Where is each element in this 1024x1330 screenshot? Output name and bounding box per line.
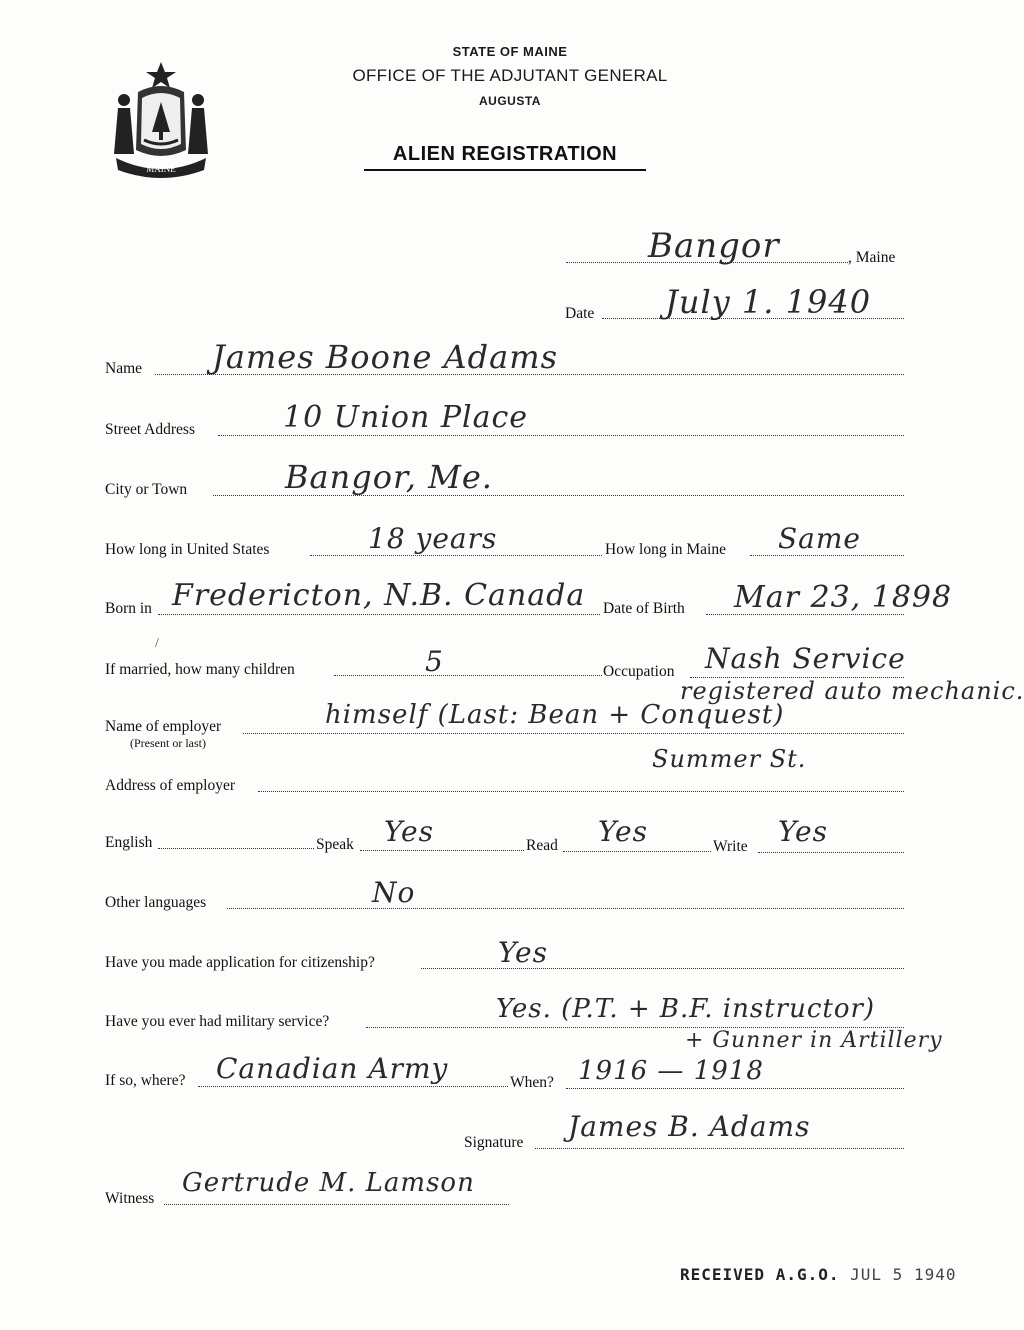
when-label: When? [510,1074,554,1091]
form-title: ALIEN REGISTRATION [364,143,646,171]
read-label: Read [526,837,558,854]
speak-value: Yes [384,815,434,848]
how-long-us-label: How long in United States [105,541,270,558]
received-stamp [680,1265,956,1284]
received-stamp-label: RECEIVED A.G.O. [680,1265,840,1284]
english-label: English [105,834,153,851]
citizenship-value: Yes [498,936,548,969]
military-value: Yes. (P.T. + B.F. instructor) [496,994,876,1024]
seal-text: MAINE [146,164,176,174]
witness-line [164,1204,509,1205]
how-long-maine-label: How long in Maine [605,541,726,558]
street-value: 10 Union Place [283,400,529,435]
where-value: Canadian Army [216,1052,449,1085]
dob-value: Mar 23, 1898 [734,580,953,615]
citizenship-line [421,968,904,969]
city-heading: AUGUSTA [479,94,541,108]
name-value: James Boone Adams [212,338,558,376]
place-value: Bangor [648,226,780,266]
how-long-us-value: 18 years [368,522,498,555]
name-label: Name [105,360,143,377]
witness-label: Witness [105,1190,155,1207]
city-label: City or Town [105,481,188,498]
born-in-line [158,614,600,615]
state-heading: STATE OF MAINE [452,44,568,59]
english-line [158,848,314,849]
speak-line [360,850,524,851]
military-label: Have you ever had military service? [105,1013,330,1030]
occupation-label: Occupation [603,663,675,680]
signature-value: James B. Adams [568,1110,811,1143]
born-in-label: Born in [105,600,152,617]
check-mark: / [155,636,159,651]
signature-line [535,1148,904,1149]
dob-label: Date of Birth [603,600,685,617]
occupation-note: registered auto mechanic. [680,677,1024,705]
maine-label: , Maine [848,249,896,266]
when-value: 1916 — 1918 [578,1056,764,1086]
write-value: Yes [778,815,828,848]
children-value: 5 [425,645,444,678]
maine-state-seal [108,58,214,180]
street-label: Street Address [105,421,195,438]
write-line [758,852,904,853]
signature-label: Signature [464,1134,524,1151]
where-line [198,1086,508,1087]
read-value: Yes [598,815,648,848]
employer-line [243,733,904,734]
office-heading: OFFICE OF THE ADJUTANT GENERAL [352,66,668,85]
write-label: Write [713,838,748,855]
when-line [566,1088,904,1089]
how-long-maine-line [750,555,904,556]
employer-address-label: Address of employer [105,777,235,794]
street-line [218,435,904,436]
speak-label: Speak [316,836,354,853]
other-languages-label: Other languages [105,894,207,911]
witness-value: Gertrude M. Lamson [182,1168,475,1198]
employer-sublabel: (Present or last) [130,736,206,750]
read-line [563,851,711,852]
where-label: If so, where? [105,1072,186,1089]
children-line [334,675,602,676]
children-label: If married, how many children [105,661,295,678]
employer-value: himself (Last: Bean + Conquest) [325,700,785,730]
date-value: July 1. 1940 [665,283,872,321]
received-stamp-date: JUL 5 1940 [850,1265,957,1284]
employer-label: Name of employer [105,718,222,735]
how-long-us-line [310,555,602,556]
born-in-value: Fredericton, N.B. Canada [172,578,586,613]
city-value: Bangor, Me. [285,458,493,496]
citizenship-label: Have you made application for citizenship? [105,954,375,971]
other-languages-value: No [372,876,416,909]
how-long-maine-value: Same [778,522,861,555]
occupation-value: Nash Service [705,642,906,675]
other-languages-line [227,908,904,909]
date-label: Date [565,305,595,322]
employer-address-value: Summer St. [652,745,807,773]
employer-address-line [258,791,904,792]
military-note: + Gunner in Artillery [685,1028,943,1053]
